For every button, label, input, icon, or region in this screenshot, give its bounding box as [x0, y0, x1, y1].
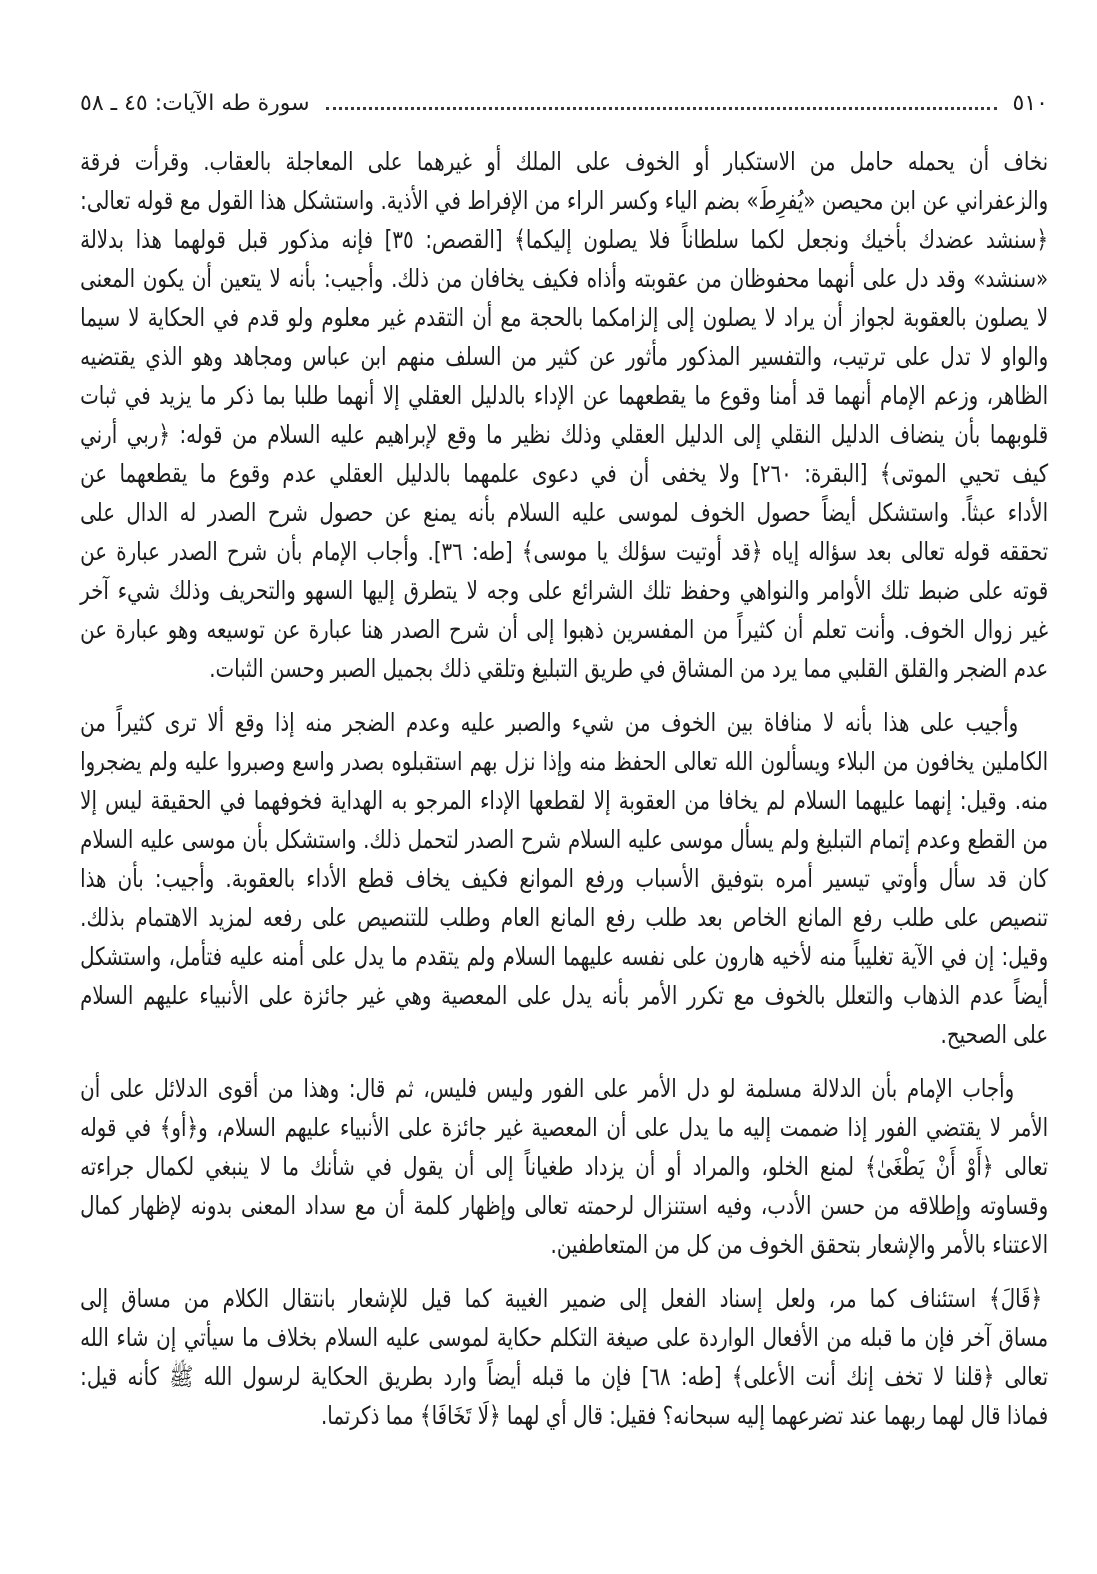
text-line-content: قلوبهما بأن ينضاف الدليل النقلي إلى الدليل العقلي وذلك نظير ما وقع لإبراهيم عليه السلام من قوله: ﴿ربي أرني [80, 420, 1048, 449]
text-line [80, 1147, 1048, 1186]
text-line-content: الظاهر، وزعم الإمام أنهما قد أمنا وقوع ما يقطعهما عن الإداء بالدليل العقلي إلا أنهما طلبا بما ذكر ما يزيد في ثبات [80, 381, 1048, 410]
text-line-content: أيضاً عدم الذهاب والتعلل بالخوف مع تكرر الأمر بأنه يدل على المعصية وهي غير جائزة على الأنبياء عليهم السلام [80, 981, 1048, 1010]
text-line [80, 703, 1048, 742]
text-line-content: لا يصلون بالعقوبة لجواز أن يراد لا يصلون إلى إلزامكما بالحجة مع أن التقدم غير معلوم ولو قدم في الحكاية لا سيما [80, 303, 1048, 332]
text-line-content: فماذا قال لهما ربهما عند تضرعهما إليه سبحانه؟ فقيل: قال أي لهما ﴿لَا تَخَافَا﴾ مما ذكرتما. [320, 1401, 1048, 1430]
text-line [80, 493, 1048, 532]
text-line [80, 1015, 1048, 1054]
text-line-content: قوته على ضبط تلك الأوامر والنواهي وحفظ تلك الشرائع على وجه لا يتطرق إليها السهو والتحريف وذلك شيء آخر [80, 576, 1048, 605]
text-line [80, 220, 1048, 259]
text-line [80, 1279, 1048, 1318]
text-line [80, 181, 1048, 220]
text-line-content: الأداء عبثاً. واستشكل أيضاً حصول الخوف لموسى عليه السلام بأنه يمنع عن حصول شرح الصدر له الدال على [80, 498, 1048, 527]
text-line-content: والزعفراني عن ابن محيصن «يُفرِطَ» بضم الياء وكسر الراء من الإفراط في الأذية. واستشكل هذا القول مع قوله تعالى: [80, 186, 1048, 215]
text-line-content: وقساوته وإطلاقه من حسن الأدب، وفيه استنزال لرحمته تعالى وإظهار كلمة أن مع سداد المعنى بدونه لإظهار كمال [80, 1191, 1048, 1220]
text-line [80, 1186, 1048, 1225]
running-title: سورة طه الآيات: ٤٥ ـ ٥٨ [80, 91, 310, 116]
text-line [80, 337, 1048, 376]
text-line-content: وأجاب الإمام بأن الدلالة مسلمة لو دل الأمر على الفور وليس فليس، ثم قال: وهذا من أقوى الدلائل على أن [80, 1074, 1015, 1103]
leader-dots [326, 107, 997, 110]
paragraph [80, 703, 1048, 1054]
page-number: ٥١٠ [1012, 91, 1048, 116]
text-line [80, 976, 1048, 1015]
text-line-content: نخاف أن يحمله حامل من الاستكبار أو الخوف على الملك أو غيرهما على المعاجلة بالعقاب. وقرأت فرقة [80, 147, 1048, 176]
text-line [80, 376, 1048, 415]
text-line-content: تعالى ﴿قلنا لا تخف إنك أنت الأعلى﴾ [طه: ٦٨] فإن ما قبله أيضاً وارد بطريق الحكاية لرسول الله ﷺ كأنه قيل: [80, 1362, 1048, 1391]
text-line [80, 454, 1048, 493]
text-line [80, 898, 1048, 937]
text-line-content: تنصيص على طلب رفع المانع الخاص بعد طلب رفع المانع العام وطلب للتنصيص على رفعه لمزيد الاهتمام بذلك. [80, 903, 1048, 932]
text-line-content: وأجيب على هذا بأنه لا منافاة بين الخوف من شيء والصبر عليه وعدم الضجر منه إذا وقع ألا ترى كثيراً من [80, 708, 1019, 737]
text-line [80, 820, 1048, 859]
text-line-content: الاعتناء بالأمر والإشعار بتحقق الخوف من كل من المتعاطفين. [550, 1230, 1048, 1259]
text-line-content: كيف تحيي الموتى﴾ [البقرة: ٢٦٠] ولا يخفى أن في دعوى علمهما بالدليل العقلي عدم وقوع ما يقطعهما عن [80, 459, 1048, 488]
text-line-content: «سنشد» وقد دل على أنهما محفوظان من عقوبته وأذاه فكيف يخافان من ذلك. وأجيب: بأنه لا يتعين أن يكون المعنى [80, 264, 1048, 293]
text-line [80, 1225, 1048, 1264]
text-line-content: الكاملين يخافون من البلاء ويسألون الله تعالى الحفظ منه وإذا نزل بهم استقبلوه بصدر واسع وصبروا عليه ولم يضجروا [80, 747, 1048, 776]
running-header [80, 84, 1048, 123]
text-line [80, 937, 1048, 976]
text-line [80, 859, 1048, 898]
text-line-content: مساق آخر فإن ما قبله من الأفعال الواردة على صيغة التكلم حكاية لموسى عليه السلام بخلاف ما سيأتي إن شاء الله [80, 1323, 1048, 1352]
text-line-content: على الصحيح. [940, 1020, 1048, 1049]
paragraph [80, 1069, 1048, 1264]
text-line [80, 1396, 1048, 1435]
text-line-content: ﴿قَالَ﴾ استئناف كما مر، ولعل إسناد الفعل إلى ضمير الغيبة كما قيل للإشعار بانتقال الكلام من مساق إلى [80, 1284, 1043, 1313]
text-line [80, 1357, 1048, 1396]
text-line [80, 298, 1048, 337]
paragraph [80, 142, 1048, 688]
text-line [80, 571, 1048, 610]
text-line-content: تعالى ﴿أَوْ أَنْ يَطْغَىٰ﴾ لمنع الخلو، والمراد أو أن يزداد طغياناً إلى أن يقول في شأنك ما لا ينبغي لكمال جراءته [80, 1152, 1048, 1181]
paragraph [80, 1279, 1048, 1435]
text-line [80, 415, 1048, 454]
text-line-content: ﴿سنشد عضدك بأخيك ونجعل لكما سلطاناً فلا يصلون إليكما﴾ [القصص: ٣٥] فإنه مذكور قبل قولهما هذا بدلالة [80, 225, 1048, 254]
text-line [80, 1108, 1048, 1147]
text-line-content: منه. وقيل: إنهما عليهما السلام لم يخافا من العقوبة إلا لقطعها الإداء المرجو به الهداية فخوفهما في الحقيقة ليس إلا [80, 786, 1048, 815]
text-line [80, 742, 1048, 781]
text-line-content: الأمر لا يقتضي الفور إذا ضممت إليه ما يدل على أن المعصية غير جائزة على الأنبياء عليهم السلام، و﴿أو﴾ في قوله [80, 1113, 1048, 1142]
text-line [80, 649, 1048, 688]
text-line [80, 1069, 1048, 1108]
text-line [80, 259, 1048, 298]
text-line-content: والواو لا تدل على ترتيب، والتفسير المذكور مأثور عن كثير من السلف منهم ابن عباس ومجاهد وهو الذي يقتضيه [80, 342, 1048, 371]
text-line [80, 1318, 1048, 1357]
text-line-content: عدم الضجر والقلق القلبي مما يرد من المشاق في طريق التبليغ وتلقي ذلك بجميل الصبر وحسن الثبات. [209, 654, 1048, 683]
text-line [80, 142, 1048, 181]
text-line [80, 610, 1048, 649]
text-line-content: تحققه قوله تعالى بعد سؤاله إياه ﴿قد أوتيت سؤلك يا موسى﴾ [طه: ٣٦]. وأجاب الإمام بأن شرح الصدر عبارة عن [80, 537, 1048, 566]
text-line-content: وقيل: إن في الآية تغليباً منه لأخيه هارون على نفسه عليهما السلام ولم يتقدم ما يدل على أمنه عليه فتأمل، واستشكل [80, 942, 1048, 971]
text-line-content: كان قد سأل وأوتي تيسير أمره بتوفيق الأسباب ورفع الموانع فكيف يخاف قطع الأداء بالعقوبة. وأجيب: بأن هذا [80, 864, 1048, 893]
text-line-content: من القطع وعدم إتمام التبليغ ولم يسأل موسى عليه السلام شرح الصدر لتحمل ذلك. واستشكل بأن موسى عليه السلام [80, 825, 1048, 854]
page-body [80, 142, 1048, 1435]
text-line [80, 532, 1048, 571]
text-line-content: غير زوال الخوف. وأنت تعلم أن كثيراً من المفسرين ذهبوا إلى أن شرح الصدر هنا عبارة عن توسيعه وهو عبارة عن [80, 615, 1048, 644]
text-line [80, 781, 1048, 820]
